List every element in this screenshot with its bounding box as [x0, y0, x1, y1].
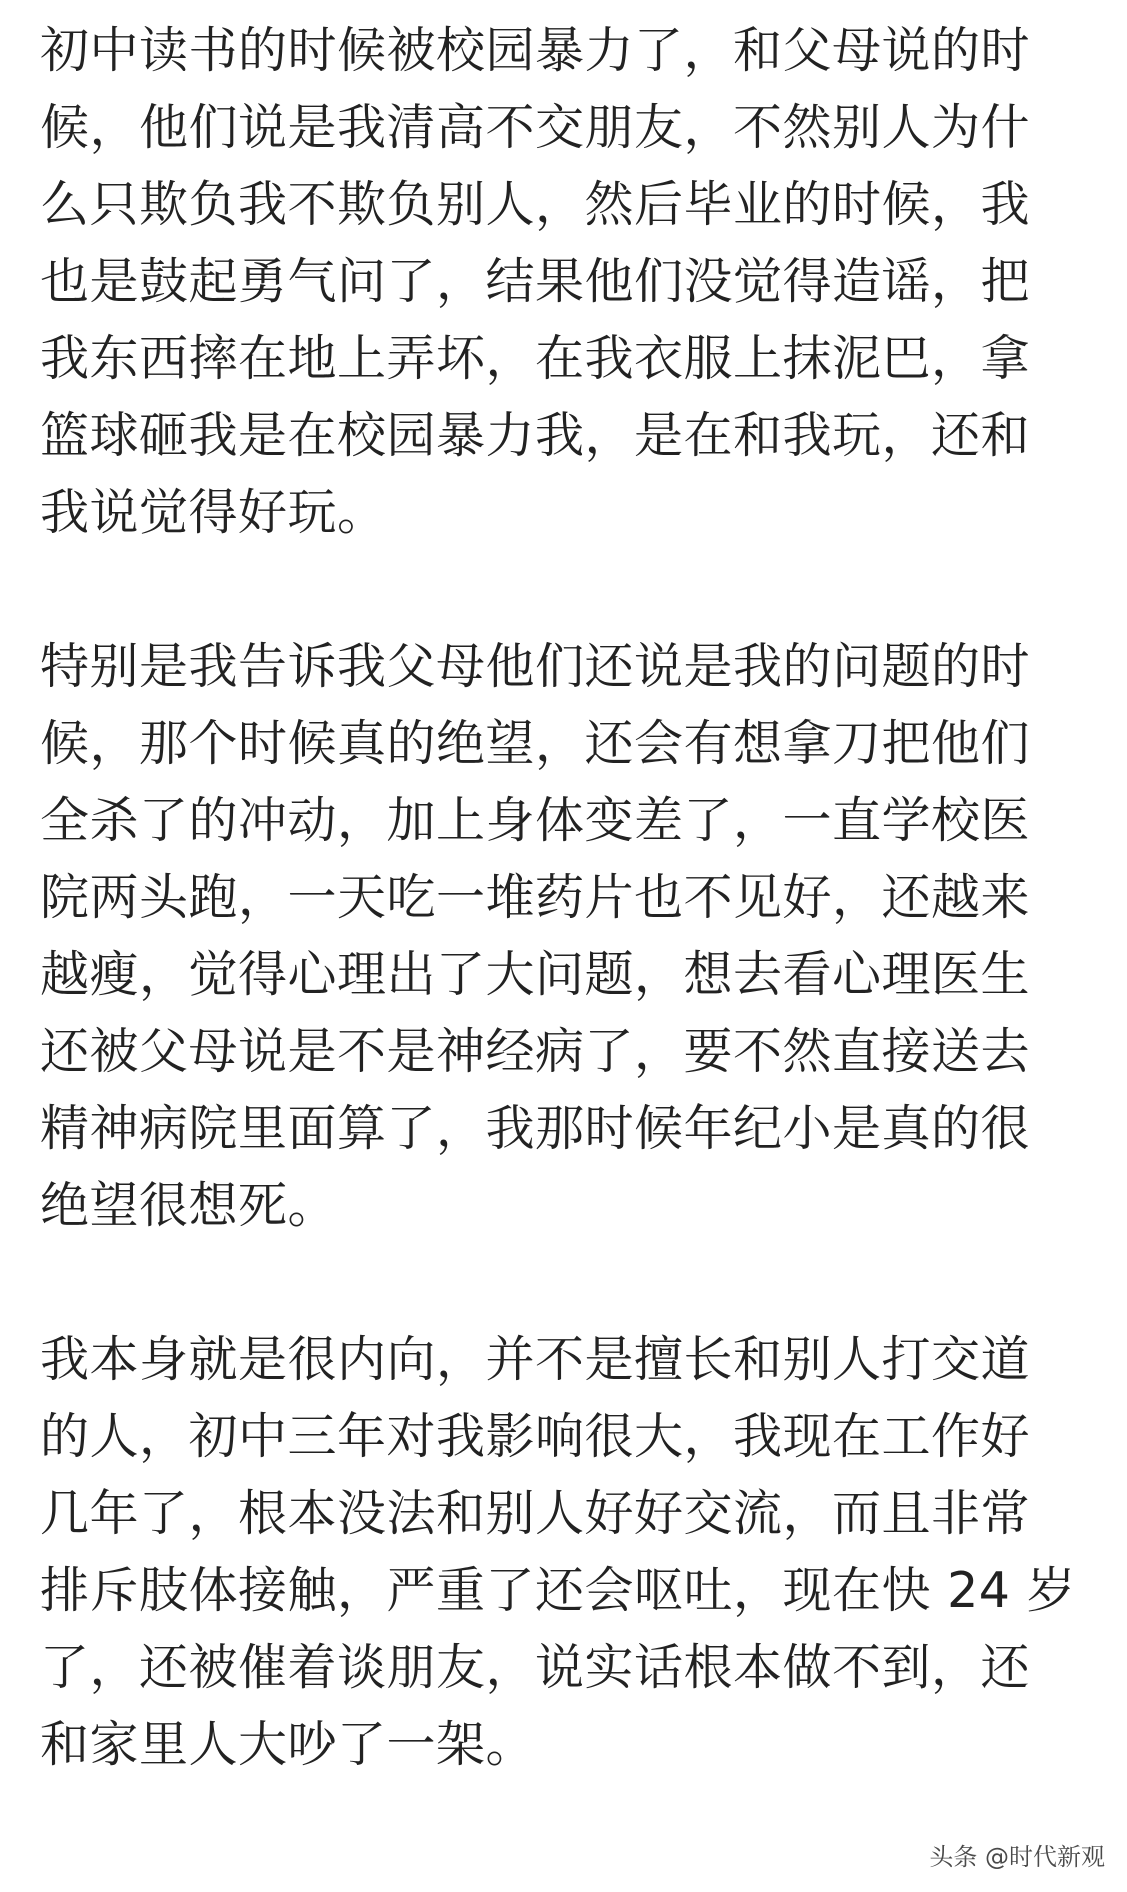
article-body: [40, 0, 1090, 1783]
text-line: 篮球砸我是在校园暴力我，是在和我玩，还和: [40, 407, 1031, 464]
paragraph-3: [40, 1321, 1090, 1783]
watermark: 头条 @时代新观: [929, 1843, 1105, 1871]
text-line: 院两头跑，一天吃一堆药片也不见好，还越来: [40, 869, 1031, 926]
paragraph-2: [40, 628, 1090, 1244]
text-line: 我说觉得好玩。: [40, 484, 387, 541]
text-line: 全杀了的冲动，加上身体变差了，一直学校医: [40, 792, 1031, 849]
text-line: 越瘦，觉得心理出了大问题，想去看心理医生: [40, 946, 1031, 1003]
text-line: 几年了，根本没法和别人好好交流，而且非常: [40, 1485, 1031, 1542]
paragraph-spacer: [40, 1244, 1090, 1321]
text-line: 候，那个时候真的绝望，还会有想拿刀把他们: [40, 715, 1031, 772]
text-line: 特别是我告诉我父母他们还说是我的问题的时: [40, 638, 1031, 695]
text-line: 和家里人大吵了一架。: [40, 1716, 536, 1773]
text-line: 我本身就是很内向，并不是擅长和别人打交道: [40, 1331, 1031, 1388]
text-line: 精神病院里面算了，我那时候年纪小是真的很: [40, 1100, 1031, 1157]
paragraph-1: [40, 0, 1090, 551]
text-line: 排斥肢体接触，严重了还会呕吐，现在快 24 岁: [40, 1562, 1077, 1619]
paragraph-spacer: [40, 551, 1090, 628]
text-line: 我东西摔在地上弄坏，在我衣服上抹泥巴，拿: [40, 330, 1031, 387]
text-line: 也是鼓起勇气问了，结果他们没觉得造谣，把: [40, 253, 1031, 310]
text-line: 候，他们说是我清高不交朋友，不然别人为什: [40, 99, 1031, 156]
text-line: 还被父母说是不是神经病了，要不然直接送去: [40, 1023, 1031, 1080]
text-line: 了，还被催着谈朋友，说实话根本做不到，还: [40, 1639, 1031, 1696]
text-line: 初中读书的时候被校园暴力了，和父母说的时: [40, 22, 1031, 79]
text-line: 绝望很想死。: [40, 1177, 338, 1234]
text-line: 的人，初中三年对我影响很大，我现在工作好: [40, 1408, 1031, 1465]
text-line: 么只欺负我不欺负别人，然后毕业的时候，我: [40, 176, 1031, 233]
